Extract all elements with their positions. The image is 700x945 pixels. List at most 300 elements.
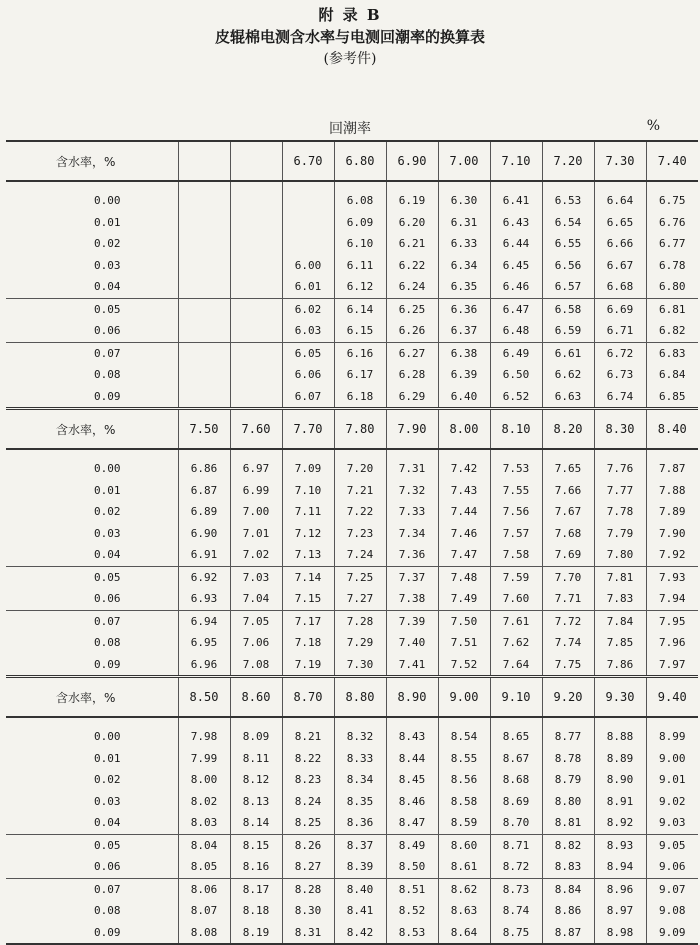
table-cell: 7.75: [542, 654, 594, 677]
table-cell: 6.16: [334, 342, 386, 364]
regain-header-cell: 7.20: [542, 141, 594, 181]
table-cell: 8.12: [230, 769, 282, 791]
table-cell: 7.32: [386, 480, 438, 502]
table-cell: 6.36: [438, 298, 490, 320]
moisture-value: 0.08: [94, 636, 121, 650]
table-cell: 7.87: [646, 449, 698, 480]
table-cell: 8.91: [594, 791, 646, 813]
moisture-value: 0.02: [94, 773, 121, 787]
table-cell: 8.94: [594, 856, 646, 878]
table-cell: 7.08: [230, 654, 282, 677]
table-cell: 8.52: [386, 900, 438, 922]
regain-header-cell: [230, 141, 282, 181]
table-cell: 6.53: [542, 181, 594, 212]
table-cell: 7.23: [334, 523, 386, 545]
table-row: [6, 449, 698, 480]
table-cell: 7.14: [282, 566, 334, 588]
table-cell: 8.72: [490, 856, 542, 878]
moisture-value: 0.06: [94, 860, 121, 874]
table-cell: 6.93: [178, 588, 230, 610]
table-cell: 8.90: [594, 769, 646, 791]
table-cell: 6.46: [490, 276, 542, 298]
table-cell: 8.93: [594, 834, 646, 856]
table-cell: 6.03: [282, 320, 334, 342]
table-row: [6, 922, 698, 945]
table-cell: 7.52: [438, 654, 490, 677]
table-cell: 7.38: [386, 588, 438, 610]
table-cell: 8.97: [594, 900, 646, 922]
table-cell: 8.34: [334, 769, 386, 791]
table-cell: [178, 233, 230, 255]
table-cell: 6.33: [438, 233, 490, 255]
table-cell: 8.07: [178, 900, 230, 922]
table-cell: 7.80: [594, 544, 646, 566]
table-cell: 6.22: [386, 255, 438, 277]
table-cell: 7.92: [646, 544, 698, 566]
table-cell: 7.58: [490, 544, 542, 566]
table-cell: 6.64: [594, 181, 646, 212]
table-cell: 6.44: [490, 233, 542, 255]
table-cell: 8.80: [542, 791, 594, 813]
table-cell: 7.42: [438, 449, 490, 480]
table-cell: 7.98: [178, 717, 230, 748]
table-cell: 6.71: [594, 320, 646, 342]
table-row: [6, 276, 698, 298]
table-cell: 8.64: [438, 922, 490, 945]
table-cell: 8.59: [438, 812, 490, 834]
table-cell: 6.40: [438, 386, 490, 409]
appendix-heading: 附 录 B: [318, 6, 382, 24]
table-row: [6, 298, 698, 320]
table-cell: [282, 233, 334, 255]
table-cell: 7.12: [282, 523, 334, 545]
table-cell: 6.56: [542, 255, 594, 277]
moisture-value: 0.05: [6, 834, 178, 856]
table-cell: 8.77: [542, 717, 594, 748]
table-cell: [178, 364, 230, 386]
table-cell: 8.88: [594, 717, 646, 748]
table-cell: 7.18: [282, 632, 334, 654]
table-cell: 8.14: [230, 812, 282, 834]
regain-header-cell: 7.60: [230, 409, 282, 450]
table-row: [6, 856, 698, 878]
table-cell: 8.09: [230, 717, 282, 748]
table-cell: 7.77: [594, 480, 646, 502]
table-cell: [230, 386, 282, 409]
table-cell: 8.81: [542, 812, 594, 834]
table-row: [6, 632, 698, 654]
table-cell: 7.95: [646, 610, 698, 632]
table-cell: 7.39: [386, 610, 438, 632]
table-cell: [178, 386, 230, 409]
table-cell: 7.11: [282, 501, 334, 523]
table-cell: 7.34: [386, 523, 438, 545]
moisture-value: 0.01: [94, 483, 121, 497]
table-cell: 8.56: [438, 769, 490, 791]
table-cell: 6.09: [334, 212, 386, 234]
table-cell: 7.05: [230, 610, 282, 632]
regain-header-cell: 7.40: [646, 141, 698, 181]
table-cell: 7.00: [230, 501, 282, 523]
table-cell: 7.13: [282, 544, 334, 566]
header-row: [6, 677, 698, 718]
table-cell: 6.85: [646, 386, 698, 409]
table-cell: 8.71: [490, 834, 542, 856]
table-row: [6, 717, 698, 748]
table-cell: 6.43: [490, 212, 542, 234]
table-cell: [178, 298, 230, 320]
moisture-value: 0.04: [94, 816, 121, 830]
moisture-value: 0.04: [94, 548, 121, 562]
table-cell: 6.21: [386, 233, 438, 255]
table-cell: 7.53: [490, 449, 542, 480]
table-cell: 6.18: [334, 386, 386, 409]
table-row: [6, 480, 698, 502]
table-cell: 7.62: [490, 632, 542, 654]
table-cell: [230, 255, 282, 277]
table-cell: [230, 276, 282, 298]
table-cell: 6.62: [542, 364, 594, 386]
table-cell: 6.19: [386, 181, 438, 212]
table-cell: 6.47: [490, 298, 542, 320]
table-cell: 6.28: [386, 364, 438, 386]
table-cell: 6.73: [594, 364, 646, 386]
table-cell: 8.51: [386, 878, 438, 900]
table-cell: 6.72: [594, 342, 646, 364]
moisture-value: 0.08: [94, 368, 121, 382]
table-cell: 8.82: [542, 834, 594, 856]
table-cell: 7.02: [230, 544, 282, 566]
table-cell: 6.24: [386, 276, 438, 298]
table-cell: 8.65: [490, 717, 542, 748]
table-cell: 7.96: [646, 632, 698, 654]
table-cell: 6.86: [178, 449, 230, 480]
conversion-table: [6, 140, 698, 945]
row-label: 含水率，%: [6, 409, 178, 450]
table-cell: 8.15: [230, 834, 282, 856]
table-cell: [178, 255, 230, 277]
table-cell: [230, 320, 282, 342]
moisture-value: 0.05: [6, 566, 178, 588]
table-cell: 8.73: [490, 878, 542, 900]
table-cell: 9.05: [646, 834, 698, 856]
table-cell: 8.44: [386, 748, 438, 770]
moisture-value: 0.01: [94, 215, 121, 229]
table-cell: 8.69: [490, 791, 542, 813]
table-row: [6, 523, 698, 545]
table-cell: 6.59: [542, 320, 594, 342]
table-cell: 7.81: [594, 566, 646, 588]
table-cell: 8.00: [178, 769, 230, 791]
regain-header-cell: 8.30: [594, 409, 646, 450]
table-cell: 6.84: [646, 364, 698, 386]
regain-header-cell: 7.80: [334, 409, 386, 450]
table-cell: 8.43: [386, 717, 438, 748]
table-cell: 8.63: [438, 900, 490, 922]
table-cell: 6.57: [542, 276, 594, 298]
table-cell: [178, 181, 230, 212]
table-cell: 6.20: [386, 212, 438, 234]
table-cell: 8.28: [282, 878, 334, 900]
moisture-value: 0.05: [6, 298, 178, 320]
table-row: [6, 878, 698, 900]
table-cell: 7.33: [386, 501, 438, 523]
table-cell: 7.04: [230, 588, 282, 610]
moisture-value: 0.02: [94, 505, 121, 519]
table-cell: 9.07: [646, 878, 698, 900]
table-cell: 8.45: [386, 769, 438, 791]
table-cell: 7.10: [282, 480, 334, 502]
table-cell: 6.61: [542, 342, 594, 364]
table-cell: 6.50: [490, 364, 542, 386]
regain-header-cell: 8.70: [282, 677, 334, 718]
moisture-value: 0.03: [94, 258, 121, 272]
regain-header-cell: 7.00: [438, 141, 490, 181]
table-cell: 6.63: [542, 386, 594, 409]
regain-header-cell: 8.50: [178, 677, 230, 718]
table-cell: 7.40: [386, 632, 438, 654]
table-row: [6, 566, 698, 588]
row-label: 含水率，%: [6, 677, 178, 718]
table-cell: 7.60: [490, 588, 542, 610]
table-cell: 7.29: [334, 632, 386, 654]
table-cell: 7.36: [386, 544, 438, 566]
table-cell: 8.96: [594, 878, 646, 900]
table-cell: 8.03: [178, 812, 230, 834]
table-cell: 8.61: [438, 856, 490, 878]
regain-header-cell: 8.20: [542, 409, 594, 450]
table-cell: 8.89: [594, 748, 646, 770]
table-cell: 6.06: [282, 364, 334, 386]
table-cell: 6.97: [230, 449, 282, 480]
table-cell: 6.66: [594, 233, 646, 255]
regain-header-cell: 8.80: [334, 677, 386, 718]
table-cell: 8.30: [282, 900, 334, 922]
table-cell: 6.29: [386, 386, 438, 409]
table-cell: 7.66: [542, 480, 594, 502]
table-row: [6, 654, 698, 677]
table-cell: 6.49: [490, 342, 542, 364]
regain-header-cell: 7.90: [386, 409, 438, 450]
table-cell: 6.90: [178, 523, 230, 545]
regain-header-cell: 8.00: [438, 409, 490, 450]
moisture-value: 0.04: [94, 280, 121, 294]
table-cell: 9.09: [646, 922, 698, 945]
table-cell: 8.98: [594, 922, 646, 945]
table-row: [6, 900, 698, 922]
table-cell: 7.64: [490, 654, 542, 677]
table-row: [6, 342, 698, 364]
regain-header-cell: 9.10: [490, 677, 542, 718]
table-cell: 6.96: [178, 654, 230, 677]
table-cell: 8.62: [438, 878, 490, 900]
table-cell: 8.11: [230, 748, 282, 770]
table-cell: 8.60: [438, 834, 490, 856]
table-cell: 8.41: [334, 900, 386, 922]
table-cell: 7.94: [646, 588, 698, 610]
table-cell: 7.17: [282, 610, 334, 632]
table-cell: 8.92: [594, 812, 646, 834]
table-cell: 7.47: [438, 544, 490, 566]
table-cell: 8.26: [282, 834, 334, 856]
regain-header-cell: 6.70: [282, 141, 334, 181]
table-cell: [230, 364, 282, 386]
table-cell: 6.14: [334, 298, 386, 320]
table-cell: 8.79: [542, 769, 594, 791]
moisture-value: 0.09: [94, 389, 121, 403]
table-cell: 9.00: [646, 748, 698, 770]
table-cell: 8.19: [230, 922, 282, 945]
table-cell: 6.12: [334, 276, 386, 298]
table-cell: 8.36: [334, 812, 386, 834]
table-cell: [178, 212, 230, 234]
table-cell: 8.83: [542, 856, 594, 878]
table-cell: 9.06: [646, 856, 698, 878]
table-cell: 8.84: [542, 878, 594, 900]
table-cell: 8.74: [490, 900, 542, 922]
table-cell: [282, 212, 334, 234]
regain-header-cell: 7.10: [490, 141, 542, 181]
table-cell: 7.46: [438, 523, 490, 545]
table-cell: 7.84: [594, 610, 646, 632]
table-cell: 8.39: [334, 856, 386, 878]
table-cell: 7.74: [542, 632, 594, 654]
table-cell: 6.99: [230, 480, 282, 502]
table-cell: 6.07: [282, 386, 334, 409]
table-cell: 6.65: [594, 212, 646, 234]
table-cell: [230, 181, 282, 212]
regain-header-cell: 9.20: [542, 677, 594, 718]
table-cell: 7.83: [594, 588, 646, 610]
table-cell: 6.55: [542, 233, 594, 255]
moisture-value: 0.00: [94, 462, 121, 476]
table-cell: 7.41: [386, 654, 438, 677]
table-cell: 8.21: [282, 717, 334, 748]
moisture-value: 0.02: [94, 237, 121, 251]
moisture-value: 0.03: [94, 526, 121, 540]
table-cell: 9.01: [646, 769, 698, 791]
table-cell: 8.86: [542, 900, 594, 922]
table-cell: [230, 298, 282, 320]
moisture-value: 0.06: [94, 324, 121, 338]
table-cell: 6.01: [282, 276, 334, 298]
table-cell: 8.35: [334, 791, 386, 813]
table-cell: 6.82: [646, 320, 698, 342]
table-cell: 8.08: [178, 922, 230, 945]
table-cell: 7.06: [230, 632, 282, 654]
table-cell: 6.52: [490, 386, 542, 409]
table-cell: 8.13: [230, 791, 282, 813]
table-cell: 8.18: [230, 900, 282, 922]
table-cell: 8.87: [542, 922, 594, 945]
table-cell: 6.31: [438, 212, 490, 234]
table-cell: 8.47: [386, 812, 438, 834]
table-cell: 8.42: [334, 922, 386, 945]
table-cell: 6.76: [646, 212, 698, 234]
table-cell: 9.08: [646, 900, 698, 922]
table-cell: 7.28: [334, 610, 386, 632]
table-cell: 7.51: [438, 632, 490, 654]
regain-header-cell: 6.90: [386, 141, 438, 181]
table-cell: [178, 276, 230, 298]
table-cell: 7.85: [594, 632, 646, 654]
page-subtitle: (参考件): [323, 51, 377, 67]
table-cell: 7.71: [542, 588, 594, 610]
table-cell: 8.06: [178, 878, 230, 900]
table-cell: 8.78: [542, 748, 594, 770]
table-cell: 7.90: [646, 523, 698, 545]
table-cell: 9.02: [646, 791, 698, 813]
table-row: [6, 233, 698, 255]
table-cell: 6.77: [646, 233, 698, 255]
moisture-value: 0.00: [94, 730, 121, 744]
regain-header-cell: 8.60: [230, 677, 282, 718]
table-cell: 8.58: [438, 791, 490, 813]
unit-label: %: [646, 118, 660, 134]
table-cell: 8.50: [386, 856, 438, 878]
table-cell: 8.22: [282, 748, 334, 770]
table-cell: 8.53: [386, 922, 438, 945]
regain-header-cell: 7.30: [594, 141, 646, 181]
table-cell: 7.30: [334, 654, 386, 677]
table-cell: 6.87: [178, 480, 230, 502]
table-cell: 8.32: [334, 717, 386, 748]
table-cell: 7.68: [542, 523, 594, 545]
table-cell: 7.89: [646, 501, 698, 523]
table-cell: 8.37: [334, 834, 386, 856]
table-cell: 8.24: [282, 791, 334, 813]
table-cell: 6.78: [646, 255, 698, 277]
row-label: 含水率，%: [6, 141, 178, 181]
table-cell: 7.69: [542, 544, 594, 566]
table-cell: 6.58: [542, 298, 594, 320]
table-cell: 6.10: [334, 233, 386, 255]
moisture-value: 0.07: [6, 610, 178, 632]
table-cell: 8.54: [438, 717, 490, 748]
table-cell: 6.83: [646, 342, 698, 364]
table-cell: 7.57: [490, 523, 542, 545]
moisture-value: 0.08: [94, 904, 121, 918]
moisture-value: 0.00: [94, 194, 121, 208]
table-cell: 7.59: [490, 566, 542, 588]
table-cell: [230, 212, 282, 234]
table-cell: [230, 342, 282, 364]
table-cell: 8.05: [178, 856, 230, 878]
column-heading-label: 回潮率: [329, 121, 371, 137]
table-cell: 7.67: [542, 501, 594, 523]
table-cell: 7.25: [334, 566, 386, 588]
table-cell: 6.75: [646, 181, 698, 212]
table-cell: 7.70: [542, 566, 594, 588]
table-cell: 6.25: [386, 298, 438, 320]
regain-header-cell: [178, 141, 230, 181]
regain-header-cell: 9.00: [438, 677, 490, 718]
table-cell: 7.15: [282, 588, 334, 610]
table-cell: [230, 233, 282, 255]
moisture-value: 0.09: [6, 922, 178, 945]
table-row: [6, 834, 698, 856]
table-cell: 7.93: [646, 566, 698, 588]
table-cell: 7.37: [386, 566, 438, 588]
table-cell: 6.02: [282, 298, 334, 320]
table-cell: 8.04: [178, 834, 230, 856]
table-cell: 9.03: [646, 812, 698, 834]
regain-header-cell: 7.50: [178, 409, 230, 450]
table-cell: 6.05: [282, 342, 334, 364]
table-cell: 7.24: [334, 544, 386, 566]
table-cell: 7.01: [230, 523, 282, 545]
table-cell: 6.54: [542, 212, 594, 234]
